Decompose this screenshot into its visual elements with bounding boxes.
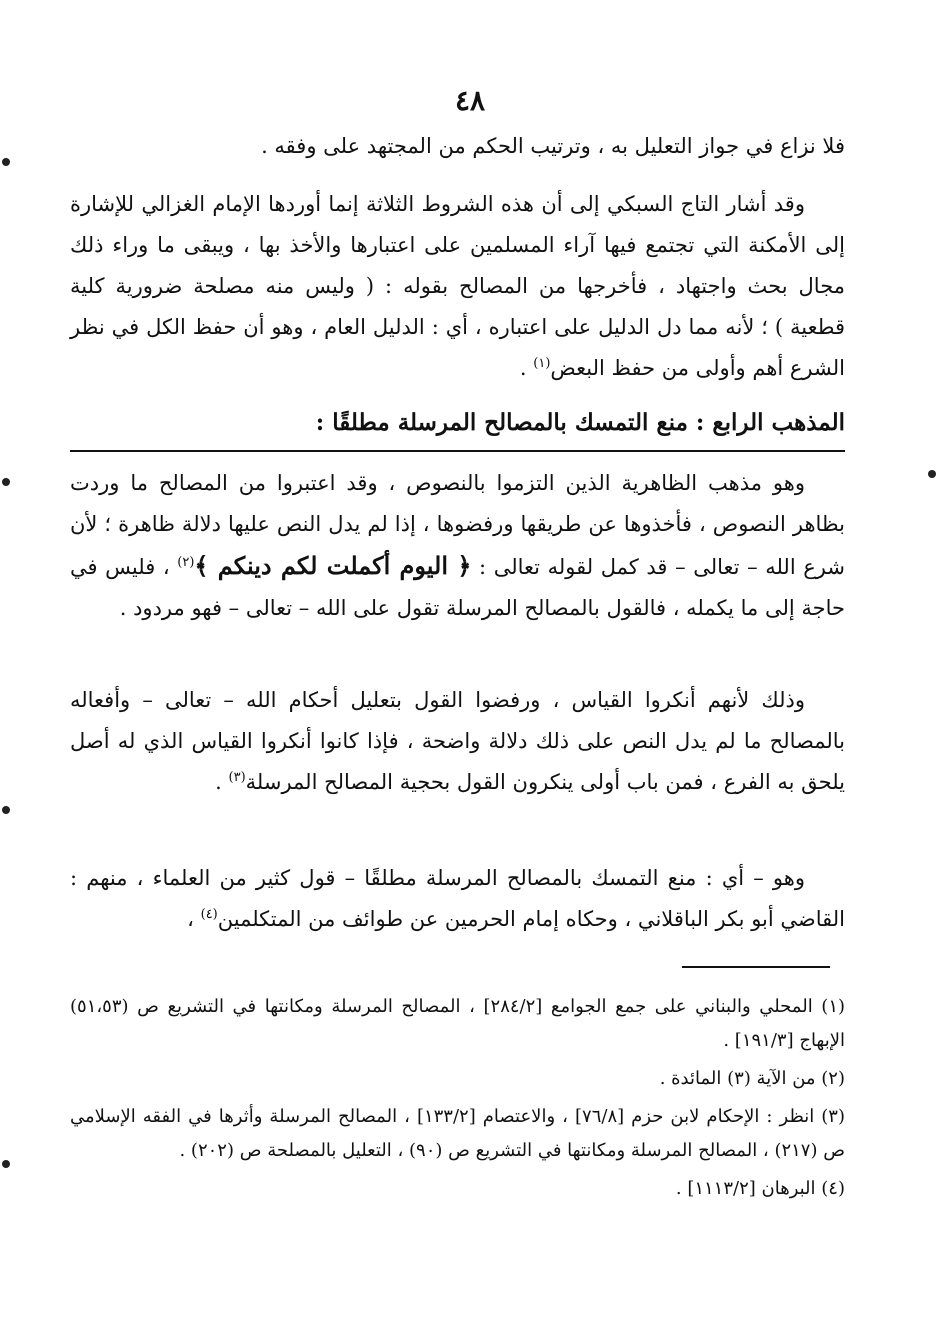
scan-mark [2,158,10,166]
footnote-separator [682,966,830,968]
paragraph-2-end: . [519,356,534,380]
footnote-1: (١) المحلي والبناني على جمع الجوامع [٢٨٤/٢] ، المصالح المرسلة ومكانتها في التشريع ص (٥١،٥٣) الإبهاج [١٩١/٣] . [70,996,846,1051]
paragraph-3 [70,463,845,629]
scan-mark [2,806,10,814]
paragraph-5-text: وهو – أي : منع التمسك بالمصالح المرسلة مطلقًا – قول كثير من العلماء ، منهم : القاضي أبو بكر الباقلاني ، وحكاه إمام الحرمين عن طوائف من المتكلمين [70,866,845,931]
scan-mark [2,478,10,486]
paragraph-3-text-b: ، فليس في حاجة إلى ما يكمله ، فالقول بالمصالح المرسلة تقول على الله – تعالى – فهو مردود . [70,555,845,620]
paragraph-4-text: وذلك لأنهم أنكروا القياس ، ورفضوا القول بتعليل أحكام الله – تعالى – وأفعاله بالمصالح ما لم يدل النص على ذلك دلالة واضحة ، فإذا كانوا أنكروا القياس الذي له أصل يلحق به الفرع ، فمن باب أولى ينكرون القول بحجية المصالح المرسلة [70,688,845,794]
paragraph-4-end: . [215,770,229,794]
footnote-4: (٤) البرهان [١١١٣/٢] . [675,1178,845,1199]
paragraph-5-end: ، [187,907,201,931]
paragraph-4 [70,680,845,803]
section-heading: المذهب الرابع : منع التمسك بالمصالح المرسلة مطلقًا : [315,409,845,436]
footnote-ref-3: (٣) [228,770,246,785]
footnotes [70,990,845,1210]
footnote-ref-1: (١) [533,356,551,371]
footnote-2: (٢) من الآية (٣) المائدة . [659,1068,845,1089]
paragraph-5 [70,858,845,940]
heading-underline [70,450,845,452]
page-number: ٤٨ [454,84,486,117]
quran-verse: ﴿ اليوم أكملت لكم دينكم ﴾ [194,551,472,580]
paragraph-2 [70,184,845,389]
scan-mark [928,470,936,478]
scan-mark [2,1160,10,1168]
paragraph-2-text: وقد أشار التاج السبكي إلى أن هذه الشروط الثلاثة إنما أوردها الإمام الغزالي للإشارة إلى الأمكنة التي تجتمع فيها آراء المسلمين على اعتبارها والأخذ بها ، ويبقى ما وراء ذلك مجال بحث واجتهاد ، فأخرجها من المصالح بقوله : ( وليس منه مصلحة ضرورية كلية قطعية ) ؛ لأنه مما دل الدليل على اعتباره ، أي : الدليل العام ، وهو أن حفظ الكل في نظر الشرع أهم وأولى من حفظ البعض [70,192,845,380]
footnote-3: (٣) انظر : الإحكام لابن حزم [٧٦/٨] ، والاعتصام [١٣٣/٢] ، المصالح المرسلة وأثرها في الفقه الإسلامي ص (٢١٧) ، المصالح المرسلة ومكانتها في التشريع ص (٩٠) ، التعليل بالمصلحة ص (٢٠٢) . [70,1106,845,1161]
paragraph-1: فلا نزاع في جواز التعليل به ، وترتيب الحكم من المجتهد على وفقه . [261,134,845,158]
paragraph-3-text-a: وهو مذهب الظاهرية الذين التزموا بالنصوص ، وقد اعتبروا من المصالح ما وردت بظاهر النصوص ، فأخذوها عن طريقها ورفضوها ، إذا لم يدل النص عليها دلالة ظاهرة ؛ لأن شرع الله – تعالى – قد كمل لقوله تعالى : [70,471,845,579]
footnote-ref-4: (٤) [200,907,218,922]
footnote-ref-2: (٢) [177,555,195,570]
